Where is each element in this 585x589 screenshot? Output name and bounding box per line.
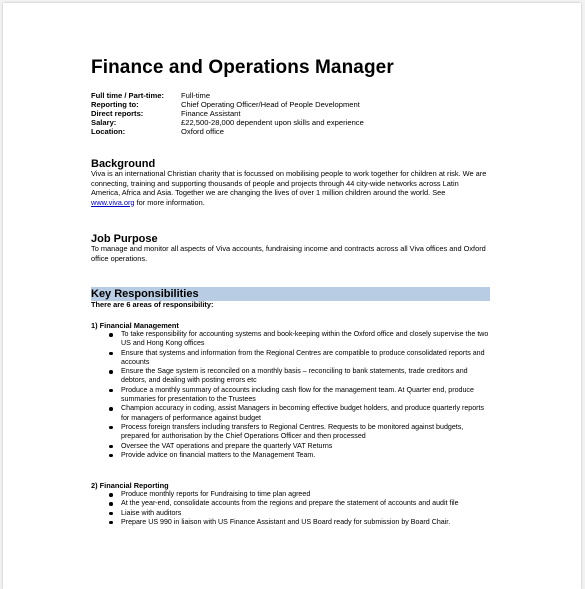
info-label: Location: bbox=[91, 127, 126, 136]
list-item-text: Oversee the VAT operations and prepare the quarterly VAT Returns bbox=[121, 441, 333, 450]
info-value: £22,500-28,000 dependent upon skills and experience bbox=[181, 118, 364, 127]
info-value: Oxford office bbox=[181, 127, 224, 136]
viva-website-link[interactable]: www.viva.org bbox=[91, 197, 135, 207]
info-value: Chief Operating Officer/Head of People Development bbox=[181, 100, 360, 109]
list-item-text: To take responsibility for accounting systems and book-keeping within the Oxford office and closely supervise the two US and Hong Kong offices bbox=[121, 330, 489, 348]
background-section bbox=[91, 160, 489, 207]
info-row-reporting bbox=[91, 100, 364, 109]
list-item bbox=[109, 509, 491, 518]
list-item bbox=[109, 423, 491, 442]
info-label: Direct reports: bbox=[91, 109, 144, 118]
list-item-text: Ensure the Sage system is reconciled on a monthly basis – reconciling to bank statements, trade creditors and debtors, and dealing with posting errors etc bbox=[121, 367, 468, 385]
bullet-icon bbox=[109, 454, 113, 458]
financial-management-list bbox=[109, 330, 491, 460]
list-item bbox=[109, 330, 491, 349]
list-item-text: Provide advice on financial matters to the Management Team. bbox=[121, 450, 316, 459]
bullet-icon bbox=[109, 333, 113, 337]
bullet-icon bbox=[109, 426, 113, 430]
financial-reporting-heading: 2) Financial Reporting bbox=[91, 481, 169, 490]
list-item-text: Process foreign transfers including transfers to Regional Centres. Requests to be monitored against budgets, prepared for authorisation by the Chief Operations Officer and then processed bbox=[121, 422, 464, 441]
info-row-hours bbox=[91, 91, 364, 100]
document-page bbox=[3, 3, 581, 589]
list-item bbox=[109, 490, 491, 499]
list-item bbox=[109, 404, 491, 423]
bullet-icon bbox=[109, 502, 113, 506]
bullet-icon bbox=[109, 445, 113, 449]
info-value: Full-time bbox=[181, 91, 211, 100]
financial-management-heading: 1) Financial Management bbox=[91, 321, 179, 330]
page-title: Finance and Operations Manager bbox=[91, 57, 394, 78]
info-row-salary bbox=[91, 118, 364, 127]
background-body-end: for more information. bbox=[134, 197, 205, 207]
list-item-text: Champion accuracy in coding, assist Managers in becoming effective budget holders, and produce quarterly reports for managers of performance against budget bbox=[121, 404, 485, 422]
job-purpose-heading: Job Purpose bbox=[91, 233, 158, 245]
job-purpose-section bbox=[91, 235, 489, 263]
list-item bbox=[109, 442, 491, 451]
list-item-text: Prepare US 990 in liaison with US Finance Assistant and US Board ready for submission by Board Chair. bbox=[121, 517, 451, 526]
list-item-text: Produce monthly reports for Fundraising to time plan agreed bbox=[121, 490, 311, 498]
list-item bbox=[109, 386, 491, 405]
info-label: Reporting to: bbox=[91, 100, 139, 109]
background-heading: Background bbox=[91, 158, 156, 170]
key-responsibilities-bar bbox=[91, 287, 490, 301]
bullet-icon bbox=[109, 407, 113, 411]
bullet-icon bbox=[109, 521, 113, 525]
list-item bbox=[109, 367, 491, 386]
bullet-icon bbox=[109, 493, 113, 497]
info-label: Full time / Part-time: bbox=[91, 91, 164, 100]
list-item bbox=[109, 499, 491, 508]
financial-reporting-list bbox=[109, 490, 491, 527]
bullet-icon bbox=[109, 512, 113, 516]
list-item-text: Liaise with auditors bbox=[121, 508, 182, 517]
bullet-icon bbox=[109, 352, 113, 356]
job-purpose-text: To manage and monitor all aspects of Viva accounts, fundraising income and contracts across all Viva offices and Oxford office operations. bbox=[91, 244, 486, 263]
job-info-table bbox=[91, 91, 364, 136]
list-item-text: Produce a monthly summary of accounts including cash flow for the management team. At Quarter end, produce summaries for presentation to the Trustees bbox=[121, 385, 474, 404]
list-item bbox=[109, 349, 491, 368]
list-item-text: Ensure that systems and information from the Regional Centres are compatible to produce consolidated reports and accounts bbox=[121, 348, 485, 366]
areas-count-text: There are 6 areas of responsibility: bbox=[91, 300, 214, 309]
key-responsibilities-heading: Key Responsibilities bbox=[91, 288, 199, 300]
background-body: Viva is an international Christian charity that is focussed on mobilising people to work together for children at risk. We are connecting, training and supporting thousands of people and projects through 44 city-wide networks across Latin America, Africa and Asia. Together we are changing the lives of over 1 million children around the world. See bbox=[91, 169, 487, 198]
list-item-text: At the year-end, consolidate accounts from the regions and prepare the statement of accounts and audit file bbox=[121, 499, 459, 508]
list-item bbox=[109, 451, 491, 460]
info-row-direct-reports bbox=[91, 109, 364, 118]
background-text bbox=[91, 169, 489, 207]
info-label: Salary: bbox=[91, 118, 117, 127]
info-row-location bbox=[91, 127, 364, 136]
bullet-icon bbox=[109, 389, 113, 393]
bullet-icon bbox=[109, 370, 113, 374]
list-item bbox=[109, 518, 491, 527]
info-value: Finance Assistant bbox=[181, 109, 241, 118]
